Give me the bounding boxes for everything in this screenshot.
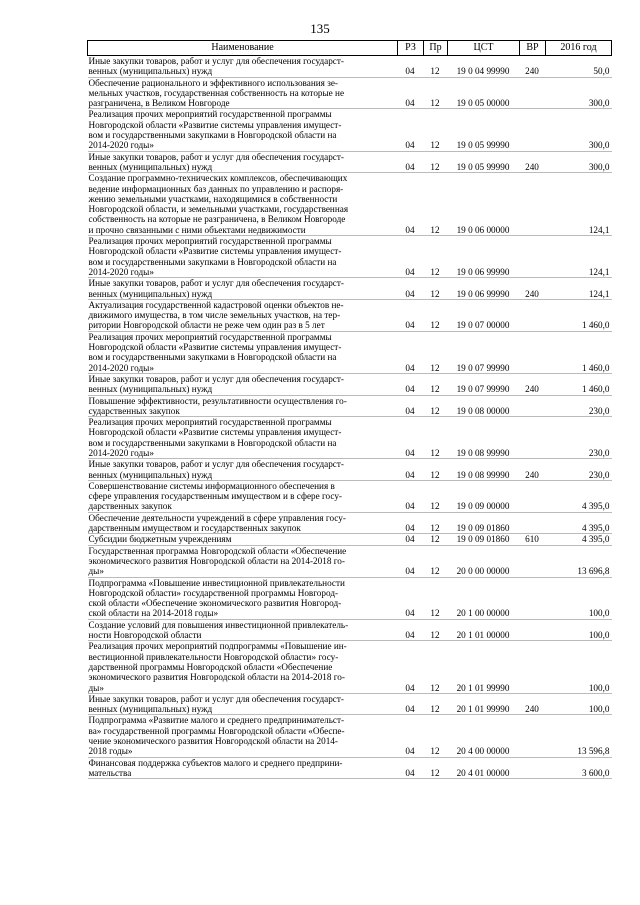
row-cst: 20 4 01 00000 [448,757,520,779]
table-row [88,56,612,78]
row-name [88,331,398,373]
row-name-line: Новгородской области «Развитие системы управления имущест- [88,342,342,353]
table-row [88,236,612,278]
row-cst: 19 0 05 99990 [448,109,520,151]
row-name-line: ской области «Обеспечение экономического развития Новгород- [88,598,342,609]
row-amount: 1 460,0 [546,331,612,373]
row-name-line: дарственной программы Новгородской области «Обеспечение [88,661,333,672]
row-amount: 230,0 [546,395,612,417]
row-name-line: ведение информационных баз данных по управлению и распоря- [88,183,344,194]
row-name [88,545,398,577]
row-cst: 20 1 01 99990 [448,641,520,693]
row-amount: 300,0 [546,151,612,173]
row-name-line: Новгородской области» государственной программы Новгород- [88,587,339,598]
row-name-line: сфере управления государственным имуществом и в сфере госу- [88,491,342,502]
column-header-rz: РЗ [398,41,424,56]
table-body [88,56,612,779]
row-amount: 230,0 [546,459,612,481]
row-vr [520,480,546,512]
row-pr: 12 [424,278,448,300]
row-name [88,534,398,545]
row-amount: 4 395,0 [546,512,612,534]
row-name [88,373,398,395]
row-vr [520,331,546,373]
row-name-line: Субсидии бюджетным учреждениям [88,534,232,545]
row-name [88,299,398,331]
row-name-line: Иные закупки товаров, работ и услуг для обеспечения государст- [88,373,344,384]
row-pr: 12 [424,480,448,512]
row-rz: 04 [398,173,424,236]
row-vr [520,395,546,417]
row-name-line: венных (муниципальных) нужд [88,704,213,715]
row-amount: 124,1 [546,236,612,278]
table-row [88,331,612,373]
row-cst: 19 0 05 00000 [448,77,520,109]
row-amount: 100,0 [546,577,612,619]
table-header-row [88,41,612,56]
row-vr [520,641,546,693]
table-row [88,299,612,331]
row-rz: 04 [398,534,424,545]
row-name-line: Государственная программа Новгородской области «Обеспечение [88,545,347,556]
row-pr: 12 [424,512,448,534]
row-amount: 13 596,8 [546,715,612,757]
row-pr: 12 [424,56,448,78]
row-pr: 12 [424,641,448,693]
column-header-vr: ВР [520,41,546,56]
row-rz: 04 [398,641,424,693]
row-name-line: Иные закупки товаров, работ и услуг для обеспечения государст- [88,278,344,289]
row-vr [520,577,546,619]
row-pr: 12 [424,757,448,779]
row-vr [520,77,546,109]
row-vr [520,109,546,151]
row-name-line: ности Новгородской области [88,630,202,641]
row-vr [520,512,546,534]
row-name-line: и прочно связанными с ними объектами недвижимости [88,224,306,235]
row-pr: 12 [424,459,448,481]
row-amount: 230,0 [546,417,612,459]
row-amount: 124,1 [546,173,612,236]
row-vr: 240 [520,373,546,395]
row-name-line: разграничена, в Великом Новгороде [88,98,230,109]
row-name-line: 2014-2020 годы» [88,447,154,458]
row-cst: 19 0 08 99990 [448,459,520,481]
row-vr [520,757,546,779]
row-rz: 04 [398,77,424,109]
row-pr: 12 [424,534,448,545]
row-rz: 04 [398,577,424,619]
row-cst: 20 1 00 00000 [448,577,520,619]
column-header-year: 2016 год [546,41,612,56]
row-name-line: ской области на 2014-2018 годы» [88,608,219,619]
row-name-line: Реализация прочих мероприятий государственной программы [88,417,332,428]
row-vr [520,545,546,577]
row-amount: 13 696,8 [546,545,612,577]
row-name [88,641,398,693]
row-cst: 20 1 01 99990 [448,693,520,715]
table-row [88,417,612,459]
row-amount: 124,1 [546,278,612,300]
row-vr: 240 [520,151,546,173]
row-name-line: вом и государственными закупками в Новгородской области на [88,437,337,448]
row-rz: 04 [398,459,424,481]
row-name [88,459,398,481]
row-name [88,417,398,459]
row-cst: 19 0 07 99990 [448,331,520,373]
row-name-line: вом и государственными закупками в Новгородской области на [88,352,337,363]
row-name-line: ритории Новгородской области не реже чем один раз в 5 лет [88,320,325,331]
row-rz: 04 [398,56,424,78]
row-name [88,278,398,300]
row-rz: 04 [398,715,424,757]
row-cst: 20 4 00 00000 [448,715,520,757]
row-vr [520,417,546,459]
row-cst: 19 0 09 01860 [448,512,520,534]
row-pr: 12 [424,619,448,641]
row-name-line: Иные закупки товаров, работ и услуг для обеспечения государст- [88,56,344,66]
row-name-line: Реализация прочих мероприятий подпрограммы «Повышение ин- [88,641,347,652]
budget-table [87,40,612,779]
row-cst: 19 0 07 99990 [448,373,520,395]
table-row [88,757,612,779]
row-vr: 610 [520,534,546,545]
row-name-line: дарственным имуществом и государственных закупок [88,523,301,534]
row-name-line: 2018 годы» [88,746,133,757]
row-name [88,56,398,78]
row-cst: 20 0 00 00000 [448,545,520,577]
row-pr: 12 [424,236,448,278]
table-row [88,109,612,151]
row-name-line: Реализация прочих мероприятий государственной программы [88,236,332,247]
row-pr: 12 [424,151,448,173]
row-cst: 19 0 08 99990 [448,417,520,459]
row-cst: 19 0 09 00000 [448,480,520,512]
row-name [88,395,398,417]
row-vr: 240 [520,459,546,481]
row-pr: 12 [424,693,448,715]
row-name-line: Создание условий для повышения инвестиционной привлекатель- [88,619,349,630]
row-name-line: мельных участков, государственная собственность на которые не [88,87,345,98]
row-name-line: Повышение эффективности, результативности осуществления го- [88,395,347,406]
row-name [88,757,398,779]
table-row [88,459,612,481]
row-vr [520,715,546,757]
row-name-line: Подпрограмма «Повышение инвестиционной привлекательности [88,577,345,588]
table-row [88,545,612,577]
row-name-line: экономического развития Новгородской области на 2014-2018 го- [88,672,345,683]
row-cst: 19 0 04 99990 [448,56,520,78]
row-name [88,109,398,151]
row-rz: 04 [398,151,424,173]
row-vr: 240 [520,693,546,715]
row-amount: 4 395,0 [546,480,612,512]
row-name [88,173,398,236]
row-cst: 20 1 01 00000 [448,619,520,641]
row-pr: 12 [424,395,448,417]
row-rz: 04 [398,545,424,577]
row-amount: 100,0 [546,641,612,693]
row-name-line: вестиционной привлекательности Новгородской области» госу- [88,651,339,662]
row-rz: 04 [398,757,424,779]
row-pr: 12 [424,577,448,619]
row-pr: 12 [424,373,448,395]
row-name-line: собственность на которые не разграничена, в Великом Новгороде [88,214,346,225]
row-rz: 04 [398,395,424,417]
row-name-line: Реализация прочих мероприятий государственной программы [88,109,332,120]
row-name-line: венных (муниципальных) нужд [88,66,213,77]
row-name [88,693,398,715]
row-name-line: Совершенствование системы информационного обеспечения в [88,480,335,491]
row-name-line: 2014-2020 годы» [88,140,154,151]
row-name [88,619,398,641]
row-name-line: Создание программно-технических комплексов, обеспечивающих [88,173,348,184]
row-name-line: венных (муниципальных) нужд [88,469,213,480]
row-amount: 50,0 [546,56,612,78]
row-name-line: Подпрограмма «Развитие малого и среднего предпринимательст- [88,715,345,726]
row-cst: 19 0 06 00000 [448,173,520,236]
row-name-line: 2014-2020 годы» [88,362,154,373]
row-rz: 04 [398,109,424,151]
row-rz: 04 [398,693,424,715]
table-row [88,619,612,641]
column-header-cst: ЦСТ [448,41,520,56]
row-name-line: ды» [88,682,104,693]
table-row [88,534,612,545]
row-pr: 12 [424,417,448,459]
table-row [88,693,612,715]
row-cst: 19 0 05 99990 [448,151,520,173]
row-name-line: вом и государственными закупками в Новгородской области на [88,130,337,141]
row-vr [520,173,546,236]
row-rz: 04 [398,299,424,331]
row-name-line: мательства [88,767,132,778]
row-name-line: Новгородской области, и земельными участками, государственная [88,204,349,215]
row-name-line: ды» [88,566,104,577]
row-name-line: Финансовая поддержка субъектов малого и среднего предприни- [88,757,343,768]
row-pr: 12 [424,545,448,577]
row-cst: 19 0 07 00000 [448,299,520,331]
row-cst: 19 0 06 99990 [448,278,520,300]
row-name-line: Новгородской области «Развитие системы управления имущест- [88,427,342,438]
table-row [88,395,612,417]
table-row [88,77,612,109]
row-name-line: сударственных закупок [88,405,180,416]
table-row [88,641,612,693]
row-name [88,236,398,278]
row-pr: 12 [424,331,448,373]
row-name [88,480,398,512]
row-name-line: Реализация прочих мероприятий государственной программы [88,331,332,342]
row-name-line: венных (муниципальных) нужд [88,161,213,172]
row-amount: 4 395,0 [546,534,612,545]
row-name-line: движимого имущества, в том числе земельных участков, на тер- [88,310,341,321]
row-rz: 04 [398,331,424,373]
row-name-line: чение экономического развития Новгородской области на 2014- [88,736,338,746]
table-row [88,715,612,757]
row-rz: 04 [398,480,424,512]
row-vr [520,236,546,278]
row-amount: 300,0 [546,77,612,109]
column-header-name: Наименование [88,41,398,56]
row-name-line: Новгородской области «Развитие системы управления имущест- [88,119,342,130]
row-rz: 04 [398,417,424,459]
row-pr: 12 [424,77,448,109]
row-name-line: ва» государственной программы Новгородской области «Обеспе- [88,725,345,736]
row-name [88,577,398,619]
row-name [88,715,398,757]
row-name-line: Иные закупки товаров, работ и услуг для обеспечения государст- [88,459,344,470]
row-vr: 240 [520,56,546,78]
row-name-line: Иные закупки товаров, работ и услуг для обеспечения государст- [88,151,344,162]
row-amount: 300,0 [546,109,612,151]
row-name-line: вом и государственными закупками в Новгородской области на [88,256,337,267]
column-header-pr: Пр [424,41,448,56]
row-amount: 1 460,0 [546,373,612,395]
row-name-line: Обеспечение деятельности учреждений в сфере управления госу- [88,512,346,523]
table-row [88,173,612,236]
row-cst: 19 0 08 00000 [448,395,520,417]
row-name-line: венных (муниципальных) нужд [88,288,213,299]
row-pr: 12 [424,173,448,236]
page-number: 135 [310,21,330,36]
row-rz: 04 [398,278,424,300]
row-name-line: Обеспечение рационального и эффективного использования зе- [88,77,338,88]
row-rz: 04 [398,236,424,278]
row-amount: 100,0 [546,619,612,641]
row-vr [520,619,546,641]
row-name [88,512,398,534]
table-row [88,512,612,534]
row-pr: 12 [424,715,448,757]
row-name-line: дарственных закупок [88,501,172,512]
table-row [88,480,612,512]
row-name-line: венных (муниципальных) нужд [88,384,213,395]
table-row [88,577,612,619]
row-rz: 04 [398,373,424,395]
row-rz: 04 [398,512,424,534]
row-amount: 1 460,0 [546,299,612,331]
row-pr: 12 [424,109,448,151]
row-name-line: Актуализация государственной кадастровой оценки объектов не- [88,299,344,310]
row-amount: 3 600,0 [546,757,612,779]
table-row [88,151,612,173]
row-vr: 240 [520,278,546,300]
row-name-line: Иные закупки товаров, работ и услуг для обеспечения государст- [88,693,344,704]
row-rz: 04 [398,619,424,641]
row-name-line: жению земельными участками, находящимися в собственности [88,193,338,204]
row-name [88,151,398,173]
row-name [88,77,398,109]
row-name-line: 2014-2020 годы» [88,266,154,277]
row-name-line: Новгородской области «Развитие системы управления имущест- [88,246,342,257]
row-pr: 12 [424,299,448,331]
row-cst: 19 0 06 99990 [448,236,520,278]
row-amount: 100,0 [546,693,612,715]
row-vr [520,299,546,331]
row-name-line: экономического развития Новгородской области на 2014-2018 го- [88,555,345,566]
table-row [88,278,612,300]
table-row [88,373,612,395]
row-cst: 19 0 09 01860 [448,534,520,545]
